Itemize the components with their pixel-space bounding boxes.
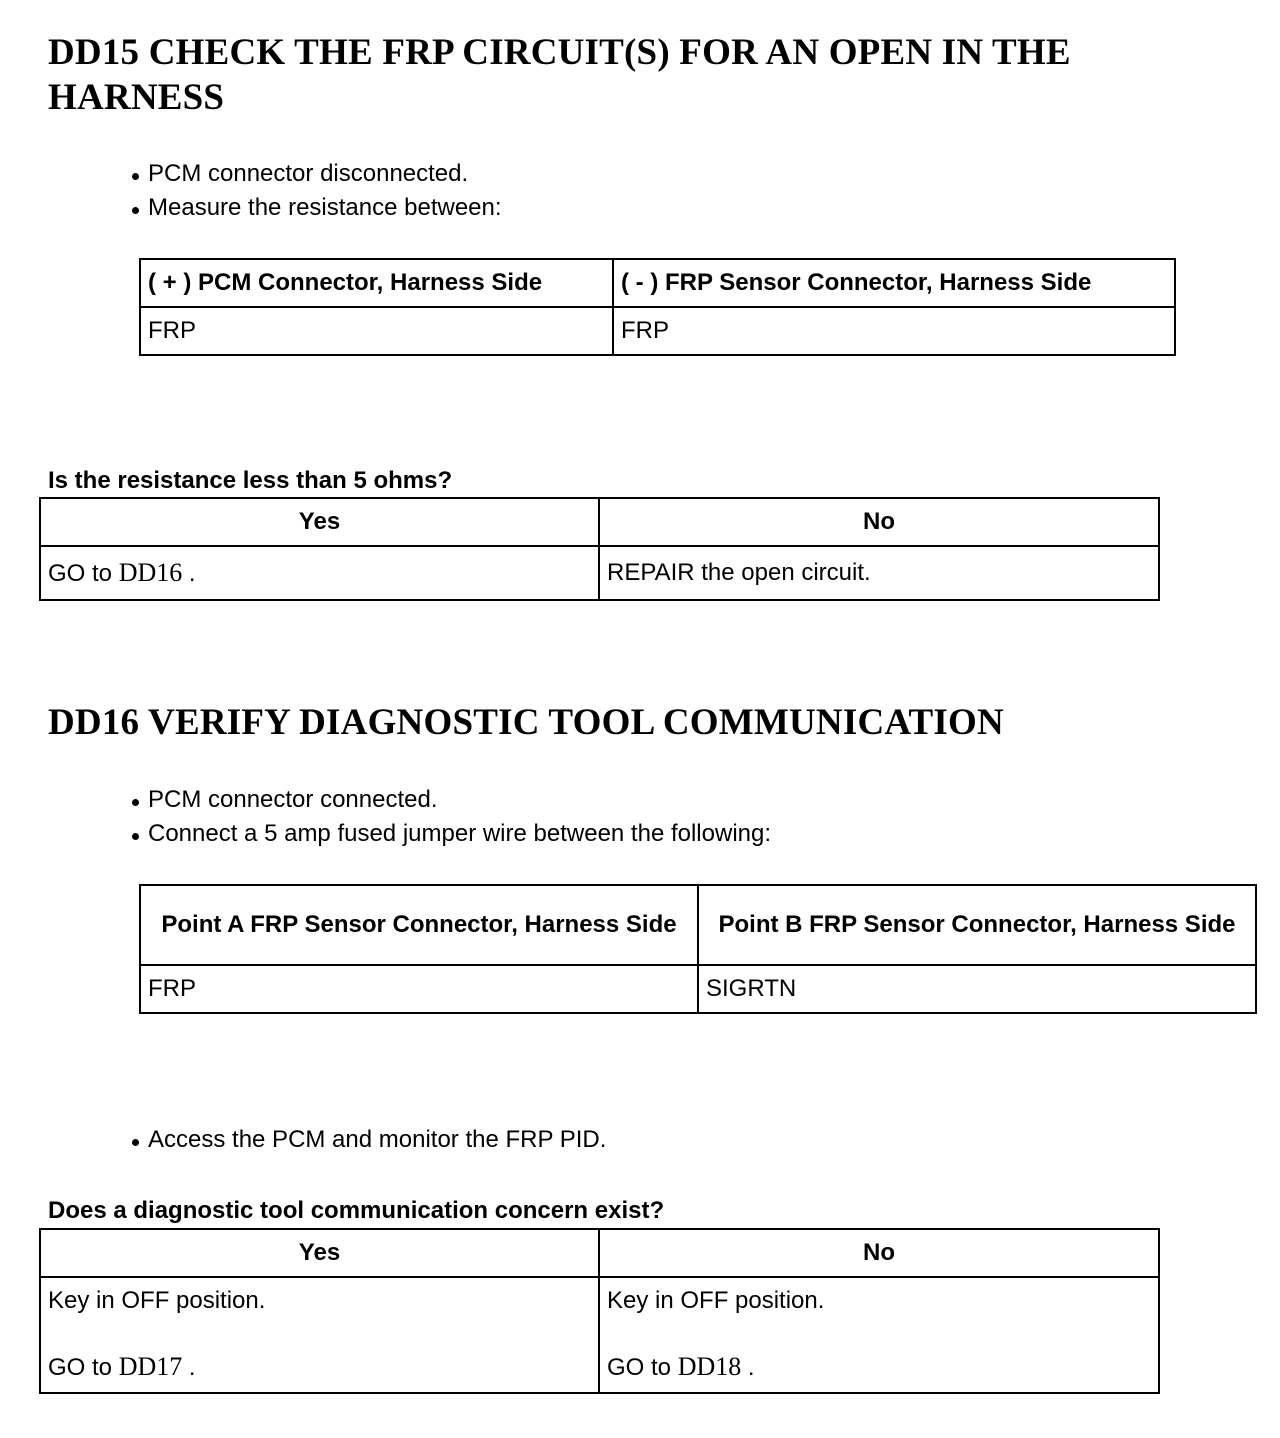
dd16-bullet-1: PCM connector connected. <box>130 783 771 817</box>
dd16-heading: DD16 VERIFY DIAGNOSTIC TOOL COMMUNICATION <box>48 702 1004 743</box>
measure-header-positive: ( + ) PCM Connector, Harness Side <box>140 259 613 307</box>
jumper-header-point-a: Point A FRP Sensor Connector, Harness Side <box>140 885 698 965</box>
measure-cell-positive: FRP <box>140 307 613 355</box>
dd16-jumper-table <box>139 884 1257 1014</box>
answer-yes-cell <box>40 1277 599 1393</box>
dd15-heading: DD15 CHECK THE FRP CIRCUIT(S) FOR AN OPEN IN THE HARNESS <box>48 32 1071 118</box>
dd16-question: Does a diagnostic tool communication concern exist? <box>48 1197 665 1224</box>
measure-header-negative: ( - ) FRP Sensor Connector, Harness Side <box>613 259 1175 307</box>
yes-key-off-text: Key in OFF position. <box>48 1287 266 1314</box>
dd16-bullet-2: Connect a 5 amp fused jumper wire between the following: <box>130 817 771 851</box>
goto-prefix: GO to <box>48 1354 119 1381</box>
table-row <box>140 965 1256 1013</box>
link-dd16[interactable]: DD16 <box>118 557 183 587</box>
table-row <box>40 546 1159 600</box>
no-key-off-text: Key in OFF position. <box>607 1287 825 1314</box>
dd16-bullet-list-2 <box>130 1123 606 1157</box>
answer-yes-header: Yes <box>40 1229 599 1277</box>
answer-no-cell: REPAIR the open circuit. <box>599 546 1159 600</box>
table-row <box>40 1277 1159 1393</box>
answer-no-header: No <box>599 1229 1159 1277</box>
goto-suffix: . <box>741 1354 755 1381</box>
jumper-cell-point-a: FRP <box>140 965 698 1013</box>
jumper-cell-point-b: SIGRTN <box>698 965 1256 1013</box>
dd15-bullet-2: Measure the resistance between: <box>130 191 502 225</box>
measure-cell-negative: FRP <box>613 307 1175 355</box>
goto-suffix: . <box>182 559 196 587</box>
goto-prefix: GO to <box>607 1354 678 1381</box>
goto-suffix: . <box>182 1354 196 1381</box>
dd15-answer-table <box>39 497 1160 601</box>
dd16-answer-table <box>39 1228 1160 1394</box>
dd15-bullet-list <box>130 157 502 225</box>
jumper-header-point-b: Point B FRP Sensor Connector, Harness Side <box>698 885 1256 965</box>
dd15-question: Is the resistance less than 5 ohms? <box>48 467 453 494</box>
table-row <box>140 307 1175 355</box>
answer-yes-header: Yes <box>40 498 599 546</box>
goto-prefix: GO to <box>48 559 119 587</box>
yes-goto-line <box>48 1352 591 1383</box>
answer-no-header: No <box>599 498 1159 546</box>
dd15-measure-table <box>139 258 1176 356</box>
link-dd18[interactable]: DD18 <box>677 1352 742 1381</box>
link-dd17[interactable]: DD17 <box>118 1352 183 1381</box>
dd15-bullet-1: PCM connector disconnected. <box>130 157 502 191</box>
dd16-bullet-list <box>130 783 771 851</box>
no-goto-line <box>607 1352 1151 1383</box>
answer-no-cell <box>599 1277 1159 1393</box>
dd16-bullet-3: Access the PCM and monitor the FRP PID. <box>130 1123 606 1157</box>
answer-yes-cell <box>40 546 599 600</box>
